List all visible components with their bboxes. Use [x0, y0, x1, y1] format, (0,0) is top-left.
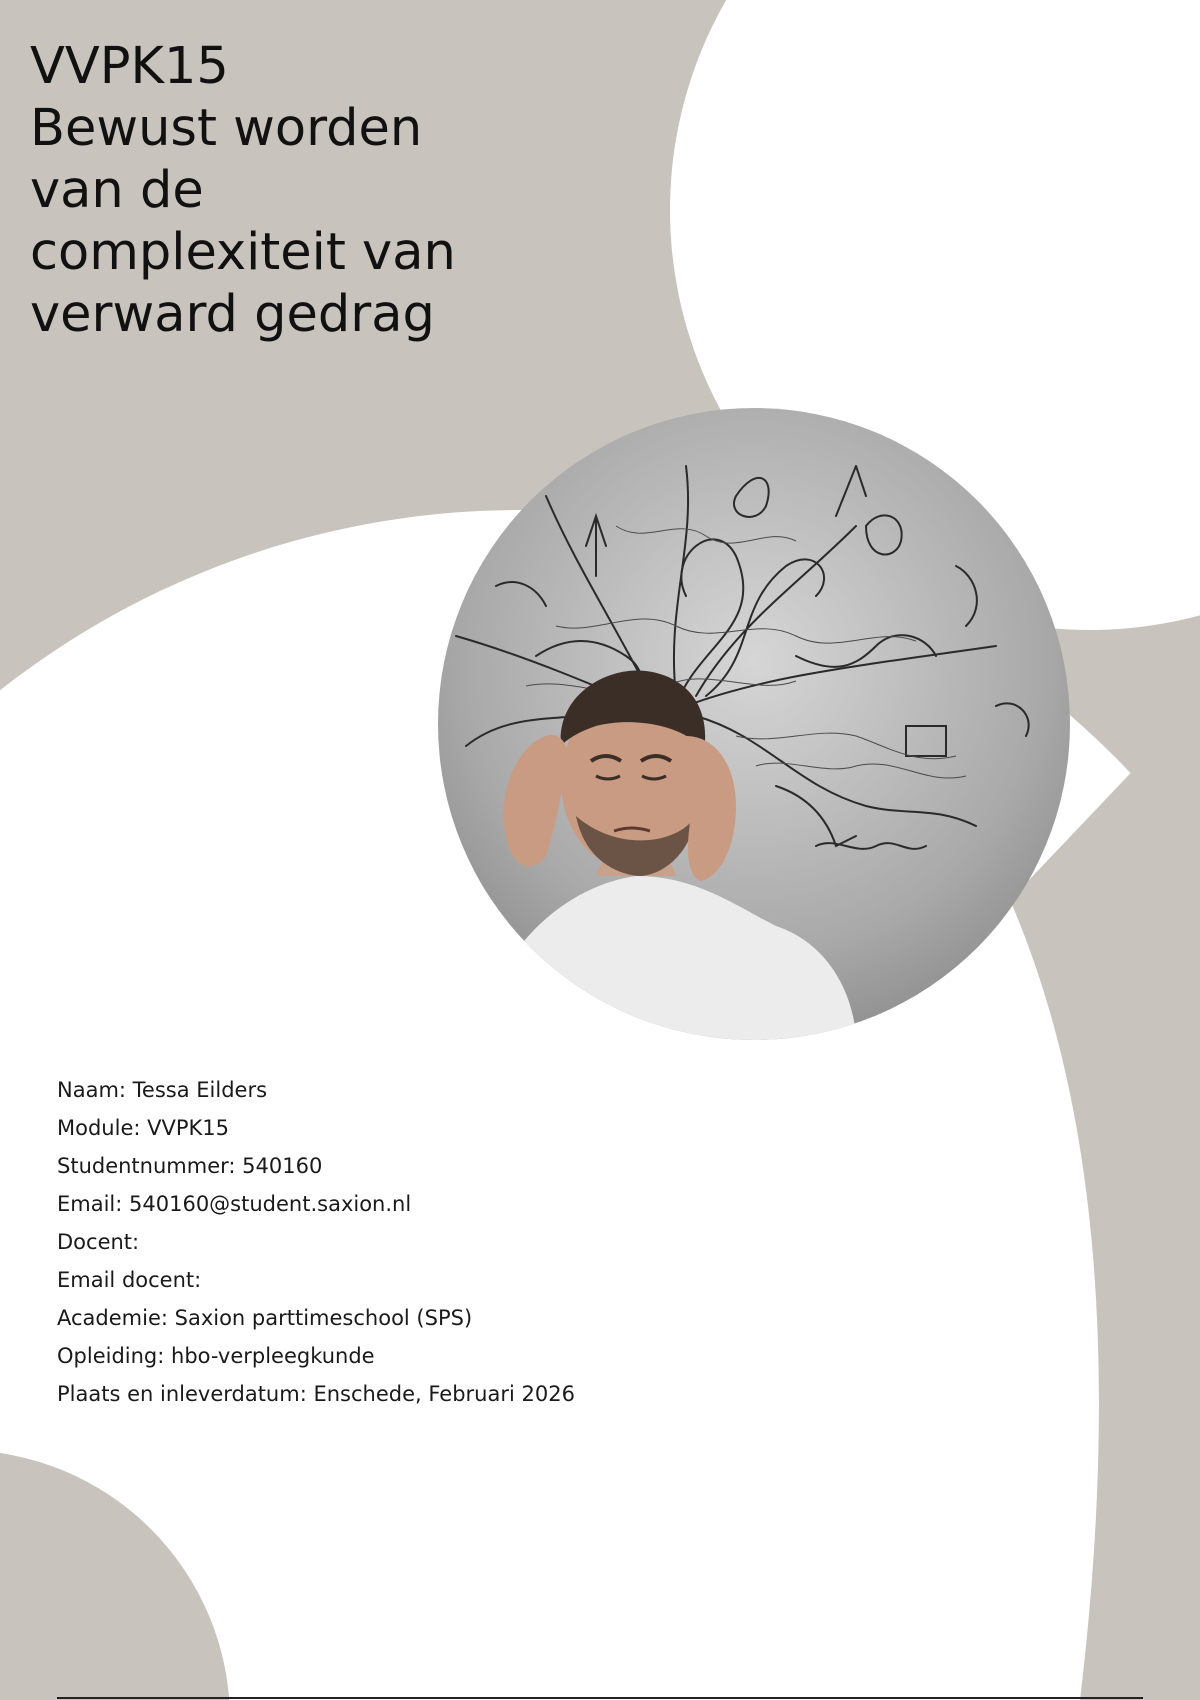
document-title	[30, 36, 550, 346]
info-academie: Academie: Saxion parttimeschool (SPS)	[57, 1306, 473, 1330]
title-line-2: Bewust worden	[30, 99, 423, 158]
title-line-1: VVPK15	[30, 37, 229, 96]
title-line-5: verward gedrag	[30, 285, 435, 344]
bottom-rule	[57, 1697, 1143, 1699]
info-opleiding: Opleiding: hbo-verpleegkunde	[57, 1344, 375, 1368]
title-line-4: complexiteit van	[30, 223, 456, 282]
info-plaats-datum: Plaats en inleverdatum: Enschede, Februari 2026	[57, 1382, 575, 1406]
info-module: Module: VVPK15	[57, 1116, 229, 1140]
info-email: Email: 540160@student.saxion.nl	[57, 1192, 412, 1216]
info-studentnummer: Studentnummer: 540160	[57, 1154, 323, 1178]
info-naam: Naam: Tessa Eilders	[57, 1078, 268, 1102]
info-docent: Docent:	[57, 1230, 140, 1254]
title-line-3: van de	[30, 161, 204, 220]
student-info-list	[57, 1071, 575, 1413]
cover-photo	[436, 406, 1072, 1042]
info-email-docent: Email docent:	[57, 1268, 202, 1292]
